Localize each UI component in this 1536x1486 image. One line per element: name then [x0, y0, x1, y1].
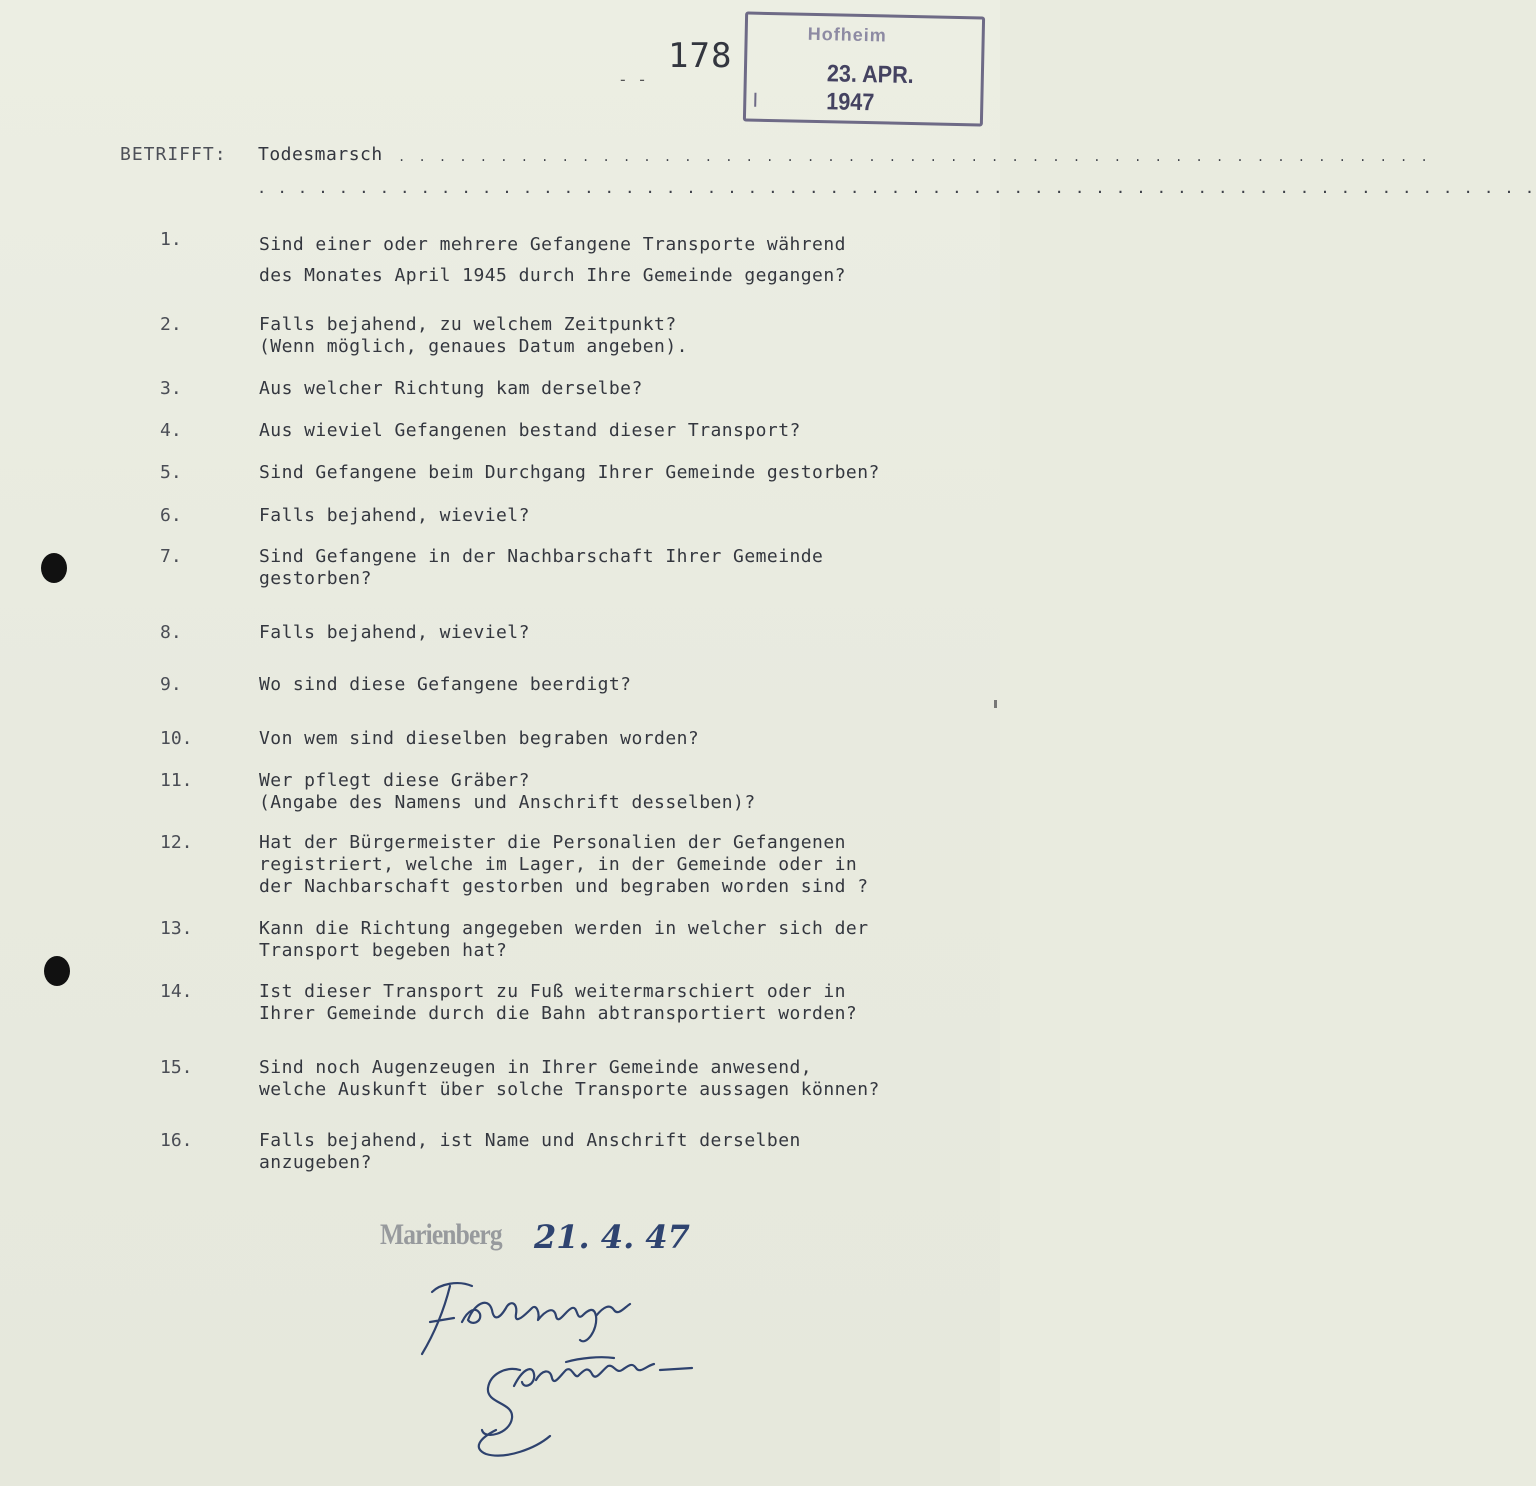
question-line: Aus welcher Richtung kam derselbe?	[259, 378, 643, 399]
edge-mark	[994, 700, 997, 708]
question-number: 14.	[160, 981, 193, 1002]
question-line: Falls bejahend, wieviel?	[259, 505, 530, 526]
question-line: Falls bejahend, zu welchem Zeitpunkt?	[259, 314, 677, 335]
question-number: 11.	[160, 770, 193, 791]
question-number: 12.	[160, 832, 193, 853]
dash-mark: - -	[618, 70, 647, 89]
stamp-office-text: Hofheim	[807, 23, 887, 46]
question-line: Sind einer oder mehrere Gefangene Transporte während	[259, 234, 846, 255]
question-line: (Angabe des Namens und Anschrift desselben)?	[259, 792, 756, 813]
subject-label: BETRIFFT:	[120, 144, 227, 165]
question-number: 6.	[160, 505, 182, 526]
subject-value: Todesmarsch	[258, 144, 383, 165]
received-stamp	[743, 11, 985, 126]
question-line: Ist dieser Transport zu Fuß weitermarschiert oder in	[259, 981, 846, 1002]
question-text	[259, 420, 959, 442]
question-line: welche Auskunft über solche Transporte aussagen können?	[259, 1079, 880, 1100]
question-text	[259, 1057, 959, 1101]
question-number: 16.	[160, 1130, 193, 1151]
question-line: der Nachbarschaft gestorben und begraben worden sind ?	[259, 876, 869, 897]
question-text	[259, 314, 959, 358]
question-text	[259, 1130, 959, 1174]
subject-dotted-line: . . . . . . . . . . . . . . . . . . . . . . . . . . . . . . . . . . . . . . . . . . . . . . . . . . .	[398, 150, 1431, 164]
question-line: Von wem sind dieselben begraben worden?	[259, 728, 700, 749]
question-line: Transport begeben hat?	[259, 940, 508, 961]
question-line: anzugeben?	[259, 1152, 372, 1173]
stamp-border-mark	[754, 93, 766, 107]
question-text	[259, 462, 959, 484]
question-text	[259, 728, 959, 750]
stamp-date: 23. APR. 1947	[826, 60, 914, 117]
question-number: 13.	[160, 918, 193, 939]
question-line: Hat der Bürgermeister die Personalien der Gefangenen	[259, 832, 846, 853]
question-text	[259, 622, 959, 644]
place-stamp: Marienberg	[380, 1218, 502, 1251]
question-number: 8.	[160, 622, 182, 643]
question-number: 4.	[160, 420, 182, 441]
question-line: Sind noch Augenzeugen in Ihrer Gemeinde anwesend,	[259, 1057, 813, 1078]
question-line: Aus wieviel Gefangenen bestand dieser Transport?	[259, 420, 801, 441]
question-line: (Wenn möglich, genaues Datum angeben).	[259, 336, 688, 357]
question-text	[259, 981, 959, 1025]
punch-hole-upper	[41, 553, 67, 583]
question-line: Wer pflegt diese Gräber?	[259, 770, 530, 791]
question-number: 1.	[160, 229, 182, 250]
question-line: Falls bejahend, ist Name und Anschrift derselben	[259, 1130, 801, 1151]
question-line: Wo sind diese Gefangene beerdigt?	[259, 674, 632, 695]
question-number: 15.	[160, 1057, 193, 1078]
question-text	[259, 505, 959, 527]
question-line: gestorben?	[259, 568, 372, 589]
question-line: registriert, welche im Lager, in der Gemeinde oder in	[259, 854, 858, 875]
question-text	[259, 378, 959, 400]
question-number: 10.	[160, 728, 193, 749]
question-text	[259, 832, 959, 898]
handwritten-signature	[410, 1270, 710, 1470]
page-number: 178	[668, 36, 733, 76]
question-number: 7.	[160, 546, 182, 567]
question-line: Kann die Richtung angegeben werden in welcher sich der	[259, 918, 869, 939]
question-text	[259, 918, 959, 962]
question-text	[259, 229, 959, 291]
question-number: 5.	[160, 462, 182, 483]
handwritten-date: 21. 4. 47	[534, 1218, 690, 1256]
subject-dotted-line-2: . . . . . . . . . . . . . . . . . . . . . . . . . . . . . . . . . . . . . . . . . . . . . . . . . . . . . . . . . . . . . . .	[258, 182, 1536, 196]
question-number: 3.	[160, 378, 182, 399]
punch-hole-lower	[44, 956, 70, 986]
question-text	[259, 770, 959, 814]
question-number: 9.	[160, 674, 182, 695]
question-text	[259, 546, 959, 590]
question-line: Sind Gefangene in der Nachbarschaft Ihrer Gemeinde	[259, 546, 824, 567]
question-line: des Monates April 1945 durch Ihre Gemeinde gegangen?	[259, 265, 846, 286]
question-number: 2.	[160, 314, 182, 335]
question-line: Ihrer Gemeinde durch die Bahn abtransportiert worden?	[259, 1003, 858, 1024]
question-line: Sind Gefangene beim Durchgang Ihrer Gemeinde gestorben?	[259, 462, 880, 483]
question-line: Falls bejahend, wieviel?	[259, 622, 530, 643]
question-text	[259, 674, 959, 696]
